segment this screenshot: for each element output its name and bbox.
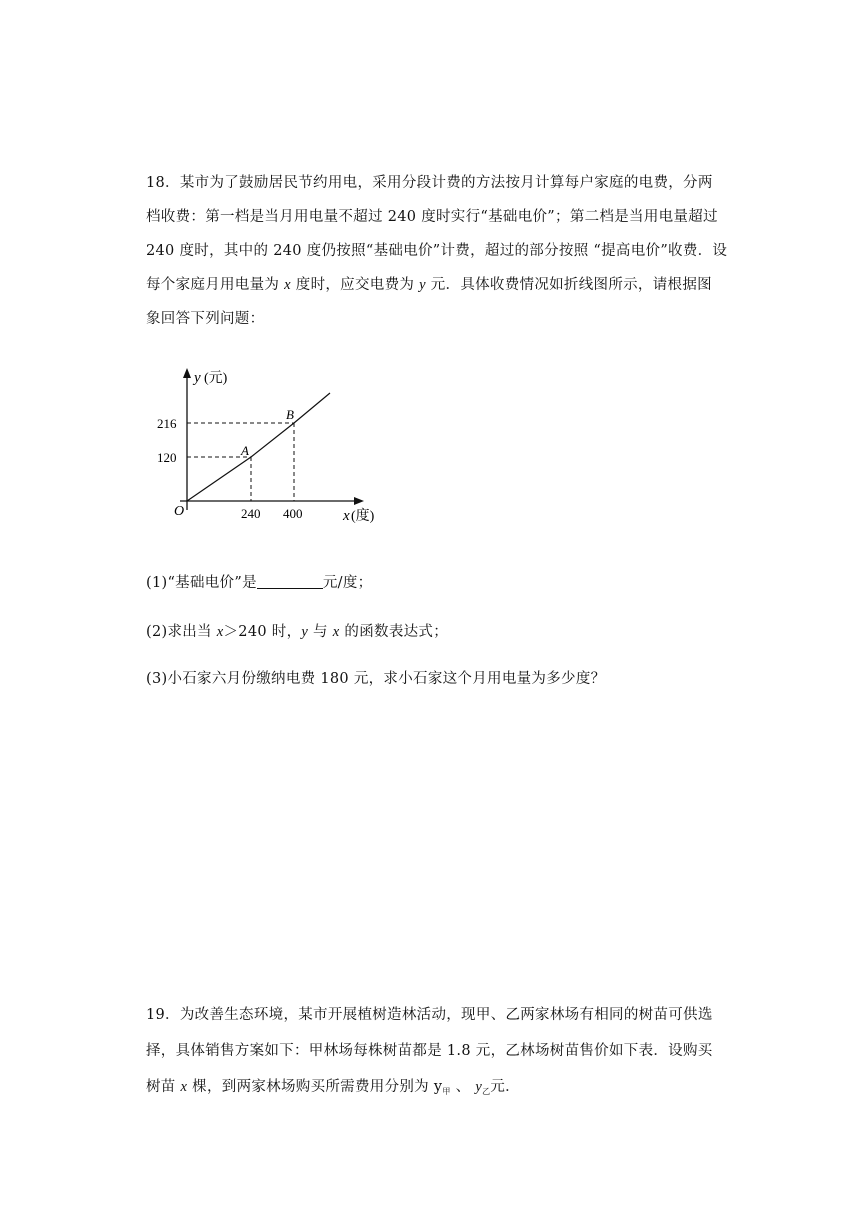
x-axis-unit: (度): [351, 509, 375, 524]
y-axis-var: y: [194, 370, 201, 386]
x-tick-240: 240: [241, 506, 261, 521]
q19-line-3-part-c: 、: [450, 1079, 476, 1095]
origin-label: O: [174, 504, 185, 519]
q18-line-4-part-b: 度时，应交电费为: [290, 277, 420, 293]
q18-sub-1-part-a: (1)“基础电价”是: [146, 575, 257, 591]
y-tick-216: 216: [157, 416, 177, 431]
q18-sub-2-part-a: (2)求出当: [146, 624, 217, 640]
y-axis-arrow: [183, 368, 191, 378]
q19-line-3-part-d: 元．: [490, 1079, 520, 1095]
point-a-label: A: [241, 443, 249, 458]
variable-y: y: [301, 624, 309, 640]
q18-line-3: 240 度时，其中的 240 度仍按照“基础电价”计费，超过的部分按照 “提高电价”收费．设: [146, 243, 728, 259]
subscript-yi: 乙: [482, 1087, 491, 1096]
q18-sub-3: (3)小石家六月份缴纳电费 180 元，求小石家这个月用电量为多少度？: [146, 671, 606, 687]
subscript-jia: 甲: [442, 1087, 451, 1096]
y-axis-unit: (元): [204, 371, 228, 386]
q19-line-3-part-b: 棵，到两家林场购买所需费用分别为 y: [187, 1079, 443, 1095]
variable-x: x: [332, 624, 340, 640]
q18-sub-2-part-d: 的函数表达式；: [339, 624, 449, 640]
q18-sub-2-part-c: 与: [308, 624, 333, 640]
q19-line-1: 19．为改善生态环境，某市开展植树造林活动，现甲、乙两家林场有相同的树苗可供选: [146, 1007, 713, 1023]
variable-y: y: [419, 277, 426, 293]
variable-y: y: [475, 1079, 483, 1095]
point-b-label: B: [286, 407, 294, 422]
q18-sub-2-part-b: ＞240 时，: [223, 624, 302, 640]
variable-x: x: [284, 277, 291, 293]
q18-sub-2: [146, 620, 448, 641]
x-tick-400: 400: [283, 506, 303, 521]
q19-line-3: [146, 1075, 520, 1097]
y-tick-120: 120: [157, 450, 177, 465]
variable-x: x: [216, 624, 224, 640]
q18-sub-1: [146, 571, 372, 592]
fee-line: [187, 393, 330, 501]
q18-line-4: [146, 273, 712, 294]
x-axis-arrow: [354, 497, 364, 505]
q18-line-1: 18．某市为了鼓励居民节约用电，采用分段计费的方法按月计算每户家庭的电费，分两: [146, 175, 713, 191]
q18-line-4-part-a: 每个家庭月用电量为: [146, 277, 285, 293]
variable-x: x: [180, 1079, 188, 1095]
q18-line-5: 象回答下列问题：: [146, 311, 265, 327]
q18-line-2: 档收费：第一档是当月用电量不超过 240 度时实行“基础电价”；第二档是当用电量超过: [146, 209, 718, 225]
q19-line-3-part-a: 树苗: [146, 1079, 181, 1095]
q18-sub-1-part-b: 元/度；: [322, 575, 373, 591]
x-axis-var: x: [343, 508, 350, 524]
electricity-fee-graph: [150, 360, 390, 540]
answer-blank[interactable]: [257, 574, 323, 589]
q19-line-2: 择，具体销售方案如下：甲林场每株树苗都是 1.8 元，乙林场树苗售价如下表．设购买: [146, 1043, 713, 1059]
q18-line-4-part-c: 元．具体收费情况如折线图所示，请根据图: [425, 277, 712, 293]
